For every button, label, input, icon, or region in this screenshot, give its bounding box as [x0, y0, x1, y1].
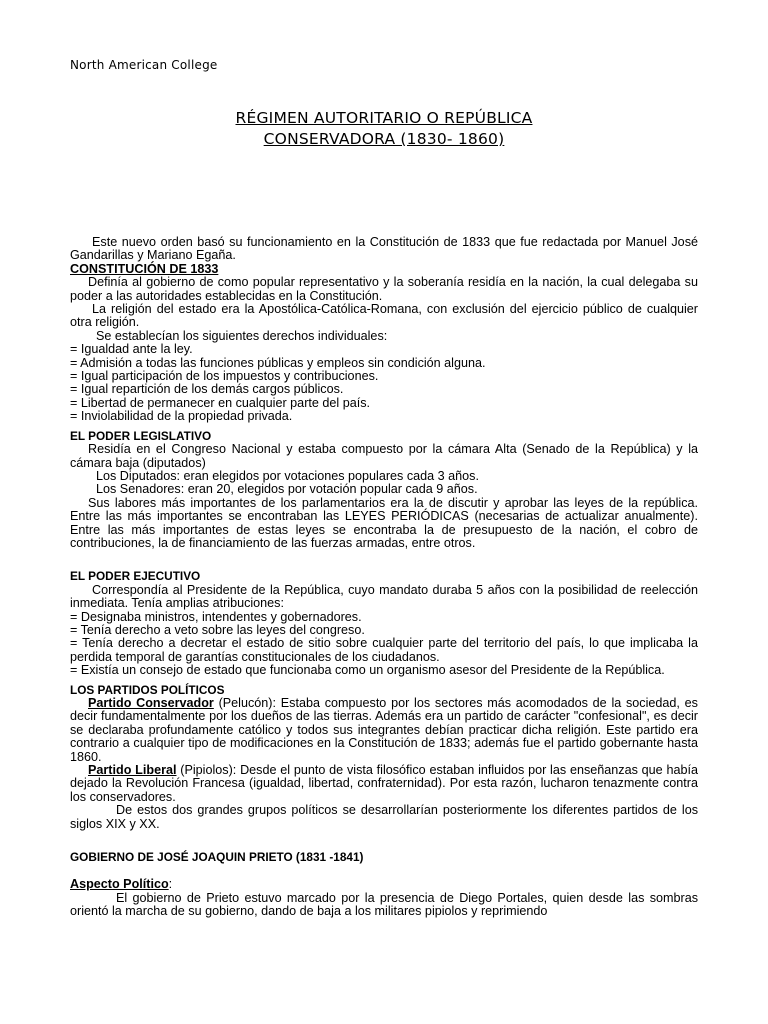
constitucion-paragraph-3: Se establecían los siguientes derechos individuales: [96, 328, 388, 343]
constitucion-heading: CONSTITUCIÓN DE 1833 [70, 261, 219, 276]
legislativo-paragraph-1: Residía en el Congreso Nacional y estaba compuesto por la cámara Alta (Senado de la República) y la cámara baja (diputados) [70, 442, 698, 470]
ejecutivo-paragraph-1: Correspondía al Presidente de la República, cuyo mandato duraba 5 años con la posibilidad de reelección inmediata. Tenía amplias atribuciones: [70, 582, 698, 611]
list-item: = Libertad de permanecer en cualquier parte del país. [70, 395, 370, 410]
legislativo-paragraph-4: Sus labores más importantes de los parlamentarios era la de discutir y aprobar las leyes de la república. Entre las más importantes se encontraban las LEYES PERIÓDICAS (necesarias de actualizar anualmente). Entre las más importantes de estas leyes se encontraba la de presupuesto de la nación, el cobro de contribuciones, la de financiamiento de las fuerzas armadas, entre otros. [70, 495, 698, 550]
partido-liberal-text: (Pipiolos): Desde el punto de vista filosófico estaban influidos por las enseñanzas que había dejado la Revolución Francesa (igualdad, libertad, confraternidad). Por esta razón, lucharon tenazmente contra los conservadores. [70, 763, 698, 804]
prieto-paragraph-1: El gobierno de Prieto estuvo marcado por la presencia de Diego Portales, quien desde las sombras orientó la marcha de su gobierno, dando de baja a los militares pipiolos y reprimiendo [70, 890, 698, 919]
document-body [70, 236, 698, 919]
aspecto-politico-colon: : [168, 877, 173, 892]
partido-conservador-label: Partido Conservador [88, 696, 214, 710]
document-title-line-1: RÉGIMEN AUTORITARIO O REPÚBLICA [235, 109, 533, 127]
list-item: = Igualdad ante la ley. [70, 342, 193, 357]
list-item: = Inviolabilidad de la propiedad privada. [70, 409, 293, 424]
partidos-heading: LOS PARTIDOS POLÍTICOS [70, 682, 225, 697]
list-item: = Admisión a todas las funciones públicas y empleos sin condición alguna. [70, 355, 486, 370]
partido-liberal-paragraph [70, 764, 698, 804]
rights-list [70, 343, 698, 423]
document-title-line-2: CONSERVADORA (1830- 1860) [263, 130, 505, 148]
list-item: = Tenía derecho a veto sobre las leyes del congreso. [70, 622, 365, 637]
list-item: = Igual participación de los impuestos y contribuciones. [70, 369, 379, 384]
list-item: = Igual repartición de los demás cargos públicos. [70, 382, 344, 397]
ejecutivo-list [70, 611, 698, 678]
partido-conservador-text: (Pelucón): Estaba compuesto por los sectores más acomodados de la sociedad, es decir fundamentalmente por los dueños de las tierras. Además era un partido de carácter "confesional", es decir se declaraba profundamente católico y todos sus integrantes debían practicar dicha religión. Este partido era contrario a cualquier tipo de modificaciones en la Constitución de 1833; además fue el partido gobernante hasta 1860. [70, 696, 698, 764]
list-item: = Existía un consejo de estado que funcionaba como un organismo asesor del Presidente de la República. [70, 663, 665, 678]
partidos-closing-paragraph: De estos dos grandes grupos políticos se desarrollarían posteriormente los diferentes partidos de los siglos XIX y XX. [70, 803, 698, 831]
legislativo-paragraph-2: Los Diputados: eran elegidos por votaciones populares cada 3 años. [96, 468, 479, 483]
legislativo-paragraph-3: Los Senadores: eran 20, elegidos por votación popular cada 9 años. [96, 482, 478, 497]
list-item: = Designaba ministros, intendentes y gobernadores. [70, 609, 362, 624]
aspecto-politico-label: Aspecto Político [70, 877, 169, 892]
constitucion-paragraph-1: Definía al gobierno de como popular representativo y la soberanía residía en la nación, la cual delegaba su poder a las autoridades establecidas en la Constitución. [70, 275, 698, 303]
constitucion-paragraph-2: La religión del estado era la Apostólica-Católica-Romana, con exclusión del ejercicio público de cualquier otra religión. [70, 302, 698, 330]
prieto-heading: GOBIERNO DE JOSÉ JOAQUIN PRIETO (1831 -1841) [70, 850, 364, 865]
document-title [0, 108, 768, 150]
institution-header: North American College [70, 58, 218, 72]
ejecutivo-heading: EL PODER EJECUTIVO [70, 569, 201, 584]
partido-conservador-paragraph [70, 697, 698, 764]
legislativo-heading: EL PODER LEGISLATIVO [70, 428, 212, 443]
list-item: = Tenía derecho a decretar el estado de sitio sobre cualquier parte del territorio del país, lo que implicaba la perdida temporal de garantías constitucionales de los ciudadanos. [70, 636, 698, 664]
intro-paragraph: Este nuevo orden basó su funcionamiento en la Constitución de 1833 que fue redactada por Manuel José Gandarillas y Mariano Egaña. [70, 235, 698, 263]
aspecto-politico-heading [70, 878, 698, 891]
partido-liberal-label: Partido Liberal [88, 763, 177, 778]
